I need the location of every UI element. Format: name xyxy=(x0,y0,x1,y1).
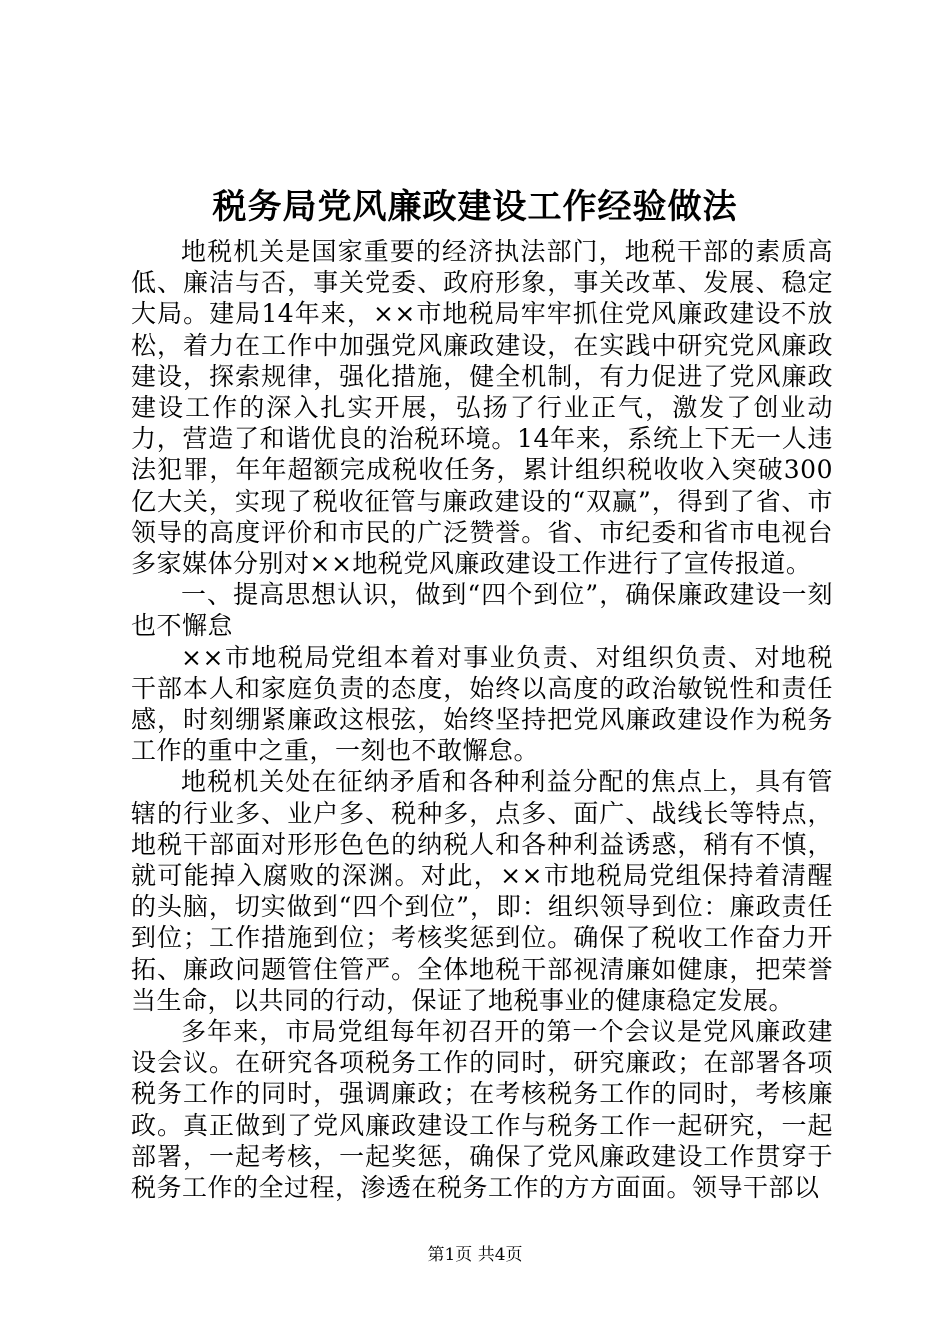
section-heading-1: 一、提高思想认识，做到“四个到位”，确保廉政建设一刻也不懈怠 xyxy=(131,580,833,641)
document-body xyxy=(131,236,833,1203)
document-title: 税务局党风廉政建设工作经验做法 xyxy=(212,187,738,227)
paragraph-section1-b: 地税机关处在征纳矛盾和各种利益分配的焦点上，具有管辖的行业多、业户多、税种多，点多、面广、战线长等特点，地税干部面对形形色色的纳税人和各种利益诱惑，稍有不慎，就可能掉入腐败的深渊。对此，××市地税局党组保持着清醒的头脑，切实做到“四个到位”，即：组织领导到位：廉政责任到位；工作措施到位；考核奖惩到位。确保了税收工作奋力开拓、廉政问题管住管严。全体地税干部视清廉如健康，把荣誉当生命，以共同的行动，保证了地税事业的健康稳定发展。 xyxy=(131,767,833,1015)
page-footer: 第1页 共4页 xyxy=(427,1245,523,1265)
paragraph-intro: 地税机关是国家重要的经济执法部门，地税干部的素质高低、廉洁与否，事关党委、政府形象，事关改革、发展、稳定大局。建局14年来，××市地税局牢牢抓住党风廉政建设不放松，着力在工作中加强党风廉政建设，在实践中研究党风廉政建设，探索规律，强化措施，健全机制，有力促进了党风廉政建设工作的深入扎实开展，弘扬了行业正气，激发了创业动力，营造了和谐优良的治税环境。14年来，系统上下无一人违法犯罪，年年超额完成税收任务，累计组织税收收入突破300亿大关，实现了税收征管与廉政建设的“双赢”，得到了省、市领导的高度评价和市民的广泛赞誉。省、市纪委和省市电视台多家媒体分别对××地税党风廉政建设工作进行了宣传报道。 xyxy=(131,237,833,579)
paragraph-section1-a: ××市地税局党组本着对事业负责、对组织负责、对地税干部本人和家庭负责的态度，始终以高度的政治敏锐性和责任感，时刻绷紧廉政这根弦，始终坚持把党风廉政建设作为税务工作的重中之重，一刻也不敢懈怠。 xyxy=(131,642,833,766)
paragraph-section1-c: 多年来，市局党组每年初召开的第一个会议是党风廉政建设会议。在研究各项税务工作的同时，研究廉政；在部署各项税务工作的同时，强调廉政；在考核税务工作的同时，考核廉政。真正做到了党风廉政建设工作与税务工作一起研究，一起部署，一起考核，一起奖惩，确保了党风廉政建设工作贯穿于税务工作的全过程，渗透在税务工作的方方面面。领导干部以 xyxy=(131,1017,833,1203)
